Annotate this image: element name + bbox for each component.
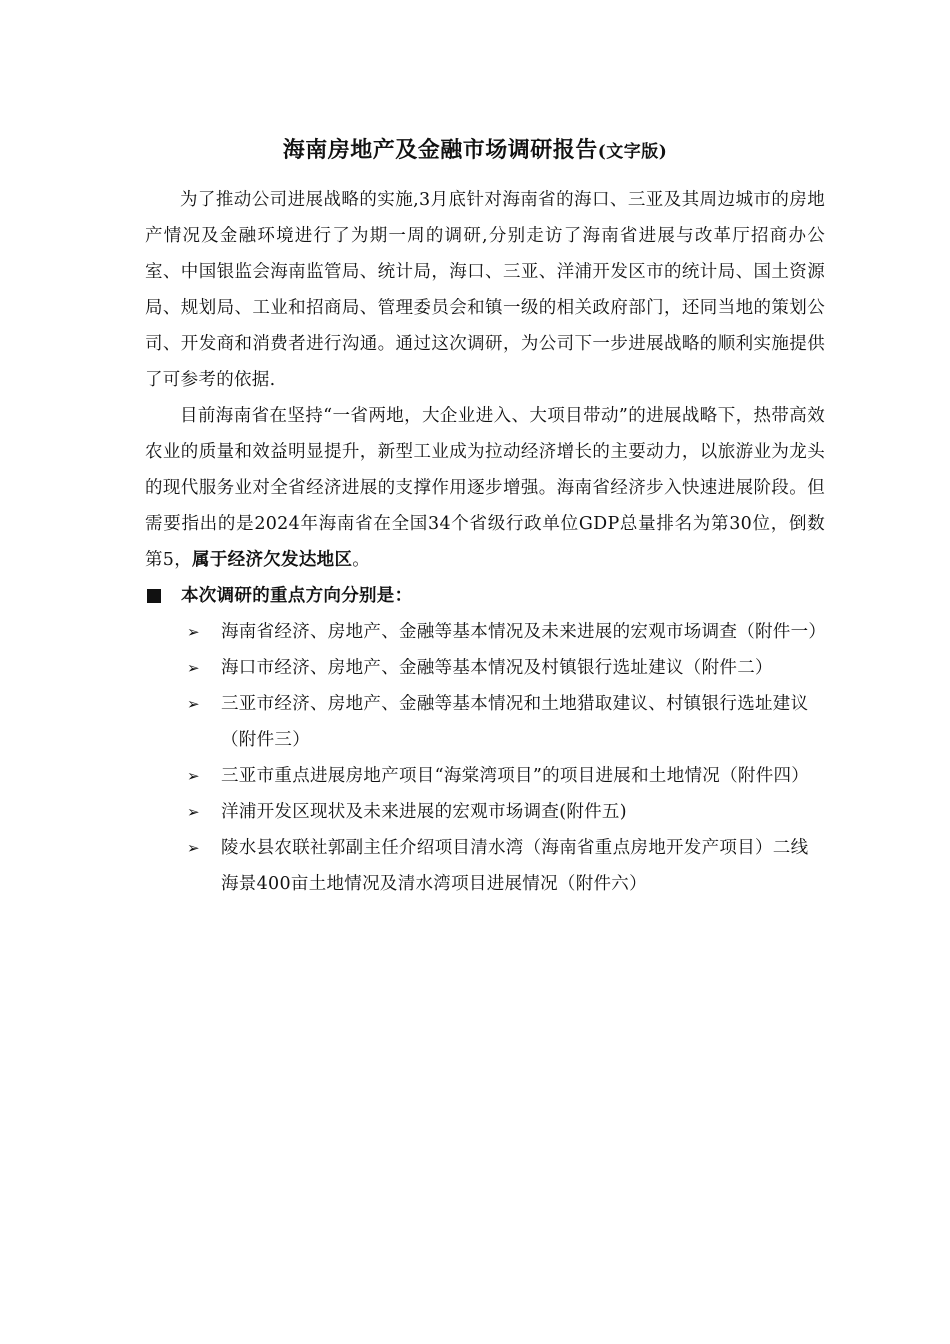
list-item-text: 海南省经济、房地产、金融等基本情况及未来进展的宏观市场调查（附件一） [221,622,827,642]
list-item [185,650,825,686]
paragraph-intro-text: 为了推动公司进展战略的实施,3月底针对海南省的海口、三亚及其周边城市的房地产情况及金融环境进行了为期一周的调研,分别走访了海南省进展与改革厅招商办公室、中国银监会海南监管局、统计局，海口、三亚、洋浦开发区市的统计局、国土资源局、规划局、工业和招商局、管理委员会和镇一级的相关政府部门，还同当地的策划公司、开发商和消费者进行沟通。通过这次调研，为公司下一步进展战略的顺利实施提供了可参考的依据. [145,190,825,390]
list-item-text: 陵水县农联社郭副主任介绍项目清水湾（海南省重点房地开发产项目）二线海景400亩土地情况及清水湾项目进展情况（附件六） [221,838,809,894]
arrowhead-bullet-icon: ➢ [187,695,200,713]
list-item-text: 海口市经济、房地产、金融等基本情况及村镇银行选址建议（附件二） [221,658,773,678]
list-item [185,794,825,830]
title-main: 海南房地产及金融市场调研报告 [282,137,598,163]
list-item [185,830,825,902]
list-item [185,758,825,794]
arrowhead-bullet-icon: ➢ [187,767,200,785]
list-item-text: 三亚市经济、房地产、金融等基本情况和土地猎取建议、村镇银行选址建议（附件三） [221,694,809,750]
document-title [0,134,950,168]
list-item [185,686,825,758]
paragraph-intro [145,182,825,398]
list-item-text: 洋浦开发区现状及未来进展的宏观市场调查(附件五) [221,802,627,822]
square-bullet-icon [147,589,161,603]
section-heading [145,578,825,614]
section-heading-text: 本次调研的重点方向分别是： [181,586,413,606]
paragraph-economy-text: 目前海南省在坚持“一省两地，大企业进入、大项目带动”的进展战略下，热带高效农业的质量和效益明显提升，新型工业成为拉动经济增长的主要动力，以旅游业为龙头的现代服务业对全省经济进展的支撑作用逐步增强。海南省经济步入快速进展阶段。但需要指出的是2024年海南省在全国34个省级行政单位GDP总量排名为第30位，倒数第5， [145,406,825,570]
arrowhead-bullet-icon: ➢ [187,659,200,677]
focus-list [145,614,825,902]
document-body [145,182,825,902]
list-item-text: 三亚市重点进展房地产项目“海棠湾项目”的项目进展和土地情况（附件四） [221,766,810,786]
arrowhead-bullet-icon: ➢ [187,623,200,641]
paragraph-economy [145,398,825,578]
paragraph-economy-emphasis: 属于经济欠发达地区 [192,550,353,570]
arrowhead-bullet-icon: ➢ [187,839,200,857]
paragraph-economy-end: 。 [352,550,371,570]
list-item [185,614,825,650]
title-suffix: (文字版) [597,142,668,162]
arrowhead-bullet-icon: ➢ [187,803,200,821]
